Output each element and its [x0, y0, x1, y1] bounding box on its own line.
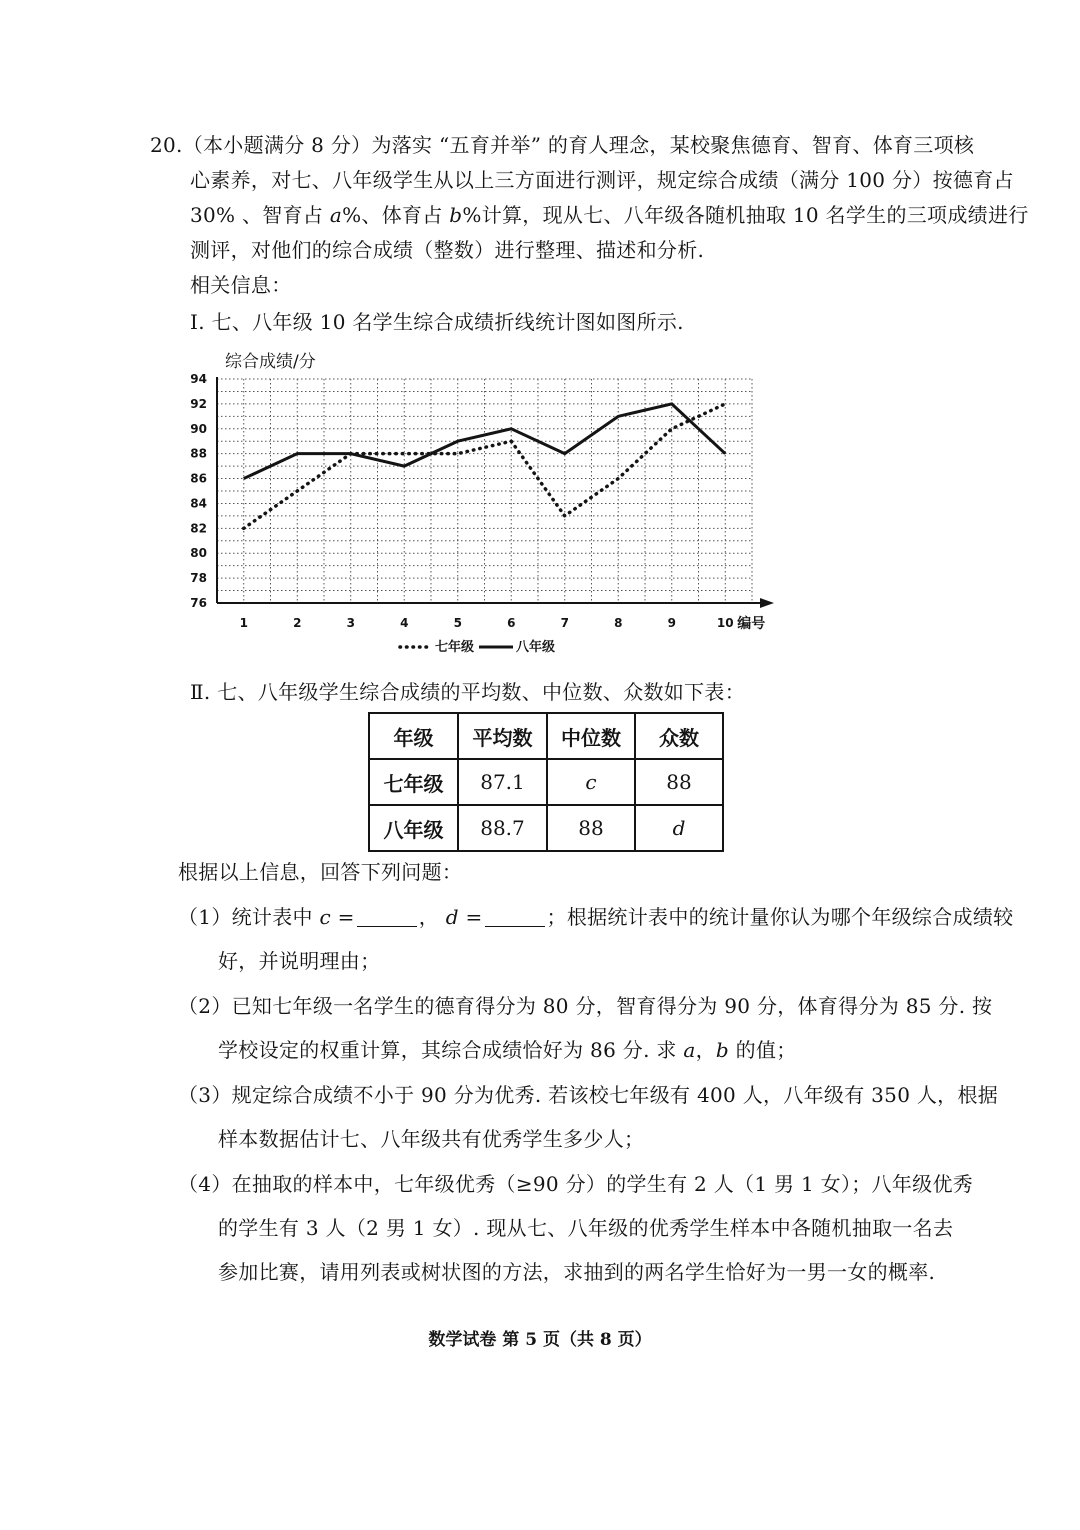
- table-header-cell: 年级: [369, 713, 458, 759]
- text-fragment: 30% 、智育占: [190, 203, 330, 227]
- table-cell: 八年级: [369, 805, 458, 851]
- table-row: [369, 805, 723, 851]
- table-header-cell: 众数: [635, 713, 723, 759]
- table-cell: 87.1: [458, 759, 547, 805]
- table-cell: c: [547, 759, 635, 805]
- text-fragment: =: [458, 905, 483, 929]
- y-tick-label: 78: [190, 571, 207, 586]
- y-tick-label: 94: [190, 372, 207, 386]
- info-item-2: Ⅱ. 七、八年级学生综合成绩的平均数、中位数、众数如下表：: [190, 680, 746, 704]
- y-tick-label: 86: [190, 471, 207, 486]
- text-fragment: ，: [418, 905, 446, 929]
- q3-line-2: 样本数据估计七、八年级共有优秀学生多少人；: [218, 1127, 645, 1151]
- x-tick-label: 3: [346, 616, 355, 630]
- q1-line-2: 好，并说明理由；: [218, 949, 381, 973]
- table-cell: 88.7: [458, 805, 547, 851]
- x-tick-label: 1: [239, 616, 248, 630]
- y-tick-label: 88: [190, 446, 207, 461]
- x-tick-label: 4: [400, 616, 409, 630]
- question-line-4: 测评，对他们的综合成绩（整数）进行整理、描述和分析.: [190, 238, 705, 262]
- page-footer: 数学试卷 第 5 页（共 8 页）: [428, 1330, 652, 1350]
- x-tick-label: 7: [560, 616, 569, 630]
- question-line-2: 心素养，对七、八年级学生从以上三方面进行测评，规定综合成绩（满分 100 分）按德育占: [190, 168, 1014, 192]
- x-tick-label: 10: [716, 616, 734, 630]
- table-cell: 七年级: [369, 759, 458, 805]
- table-row: [369, 759, 723, 805]
- q2-line-1: （2）已知七年级一名学生的德育得分为 80 分，智育得分为 90 分，体育得分为 85 分. 按: [178, 994, 993, 1018]
- table-cell: 88: [635, 759, 723, 805]
- variable-b: b: [715, 1038, 729, 1062]
- text-fragment: %计算，现从七、八年级各随机抽取 10 名学生的三项成绩进行: [462, 203, 1029, 227]
- table-header-cell: 平均数: [458, 713, 547, 759]
- text-fragment: 统计表中: [231, 905, 320, 929]
- info-label: 相关信息：: [190, 273, 292, 297]
- text-fragment: =: [331, 905, 355, 929]
- question-line-3: [190, 201, 1029, 229]
- y-tick-label: 76: [190, 596, 207, 610]
- stats-table: [368, 712, 724, 852]
- y-tick-label: 90: [190, 421, 207, 436]
- table-cell: 88: [547, 805, 635, 851]
- y-tick-label: 82: [190, 521, 207, 536]
- answer-blank-c[interactable]: [357, 906, 417, 927]
- variable-d: d: [445, 905, 459, 929]
- prompt-text: 根据以上信息，回答下列问题：: [178, 860, 463, 884]
- y-axis-label: 综合成绩/分: [225, 352, 316, 372]
- x-tick-label: 2: [293, 616, 302, 630]
- q1-line-1: [178, 903, 1013, 931]
- y-tick-label: 92: [190, 396, 207, 411]
- text-fragment: ，: [695, 1038, 716, 1062]
- x-tick-label: 6: [507, 616, 516, 630]
- q3-line-1: （3）规定综合成绩不小于 90 分为优秀. 若该校七年级有 400 人，八年级有 350 人，根据: [178, 1083, 999, 1107]
- y-tick-label: 80: [190, 546, 207, 561]
- line-chart: [175, 345, 775, 665]
- x-axis-arrow: [760, 598, 774, 608]
- legend-label-grade8: 八年级: [516, 640, 556, 655]
- question-line-1: 20.（本小题满分 8 分）为落实 “五育并举” 的育人理念，某校聚焦德育、智育、体育三项核: [150, 133, 975, 157]
- y-tick-label: 84: [190, 496, 207, 511]
- table-header-row: [369, 713, 723, 759]
- answer-blank-d[interactable]: [485, 906, 545, 927]
- q4-line-3: 参加比赛，请用列表或树状图的方法，求抽到的两名学生恰好为一男一女的概率.: [218, 1260, 936, 1284]
- x-tick-label: 9: [667, 616, 676, 630]
- info-item-1: Ⅰ. 七、八年级 10 名学生综合成绩折线统计图如图所示.: [190, 310, 684, 334]
- variable-c: c: [319, 905, 331, 929]
- q4-line-2: 的学生有 3 人（2 男 1 女）. 现从七、八年级的优秀学生样本中各随机抽取一名去: [218, 1216, 954, 1240]
- x-tick-label: 8: [614, 616, 623, 630]
- variable-a: a: [329, 203, 343, 227]
- table-header-cell: 中位数: [547, 713, 635, 759]
- question-number: （1）: [178, 905, 232, 929]
- text-fragment: ；根据统计表中的统计量你认为哪个年级综合成绩较: [546, 905, 1014, 929]
- text-fragment: %、体育占: [342, 203, 450, 227]
- x-axis-label: 编号: [737, 616, 766, 632]
- x-tick-label: 5: [453, 616, 462, 630]
- text-fragment: 学校设定的权重计算，其综合成绩恰好为 86 分. 求: [218, 1038, 684, 1062]
- variable-b: b: [449, 203, 463, 227]
- table-cell: d: [635, 805, 723, 851]
- legend-label-grade7: 七年级: [435, 640, 475, 655]
- q2-line-2: [218, 1036, 797, 1064]
- q4-line-1: （4）在抽取的样本中，七年级优秀（≥90 分）的学生有 2 人（1 男 1 女）；八年级优秀: [178, 1172, 974, 1196]
- variable-a: a: [683, 1038, 696, 1062]
- text-fragment: 的值；: [729, 1038, 797, 1062]
